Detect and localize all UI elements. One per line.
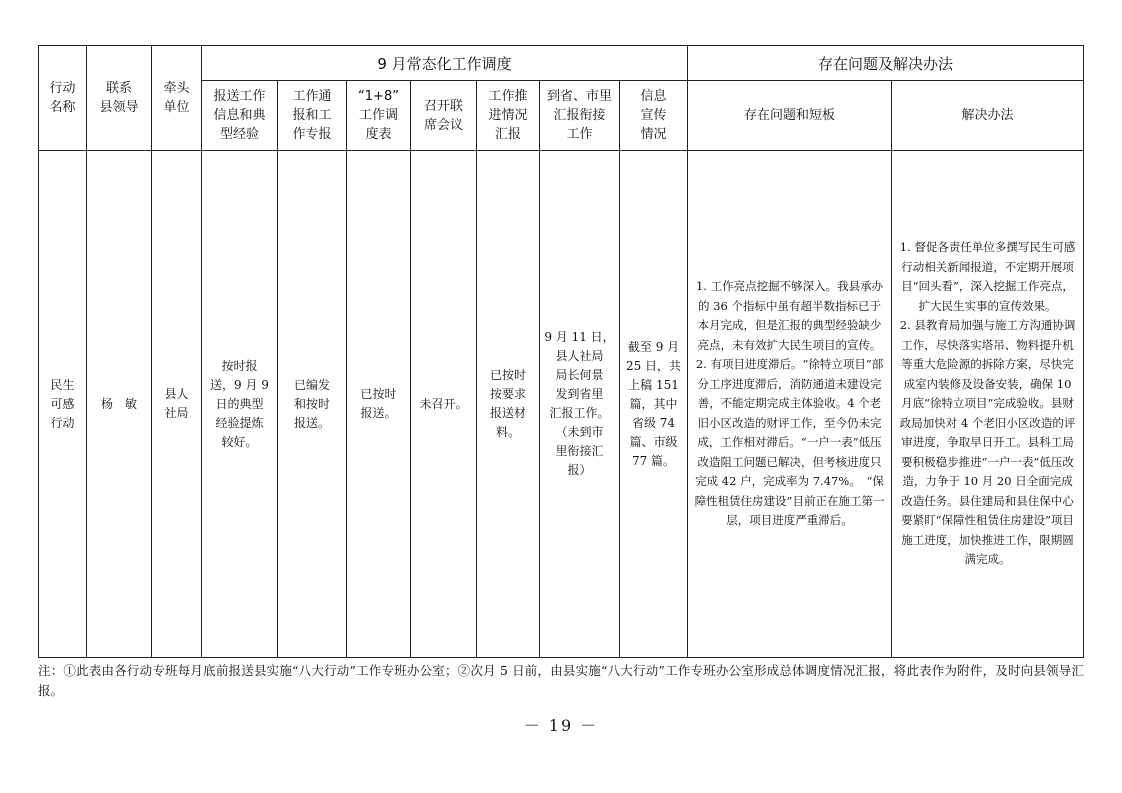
header-progress-report: 工作推 进情况 汇报 — [477, 81, 540, 151]
header-solutions: 解决办法 — [892, 81, 1084, 151]
header-lead-unit: 牵头 单位 — [152, 46, 202, 151]
cell-report-info: 按时报 送，9 月 9 日的典型 经验提炼 较好。 — [202, 151, 278, 658]
header-report-info: 报送工作 信息和典 型经验 — [202, 81, 278, 151]
header-problems: 存在问题和短板 — [688, 81, 892, 151]
cell-joint-meeting: 未召开。 — [411, 151, 477, 658]
group-header-september-dispatch: 9 月常态化工作调度 — [202, 46, 688, 81]
cell-problems: 1. 工作亮点挖掘不够深入。我县承办的 36 个指标中虽有超半数指标已于本月完成，但是汇报的典型经验缺少亮点，未有效扩大民生项目的宣传。 2. 有项目进度滞后。“徐特立项目”部分工序进度滞后，消防通道未建设完善，不能定期完成主体验收。4 个老旧小区改造的财评工作，至今仍未完成，工作相对滞后。“一户一表”低压改造阻工问题已解决，但考核进度只完成 42 户，完成率为 7.47%。 “保障性租赁住房建设”目前正在施工第一层，项目进度严重滞后。 — [688, 151, 892, 658]
header-province-city: 到省、市里 汇报衔接 工作 — [540, 81, 620, 151]
cell-lead-unit: 县人 社局 — [152, 151, 202, 658]
cell-solutions: 1. 督促各责任单位多撰写民生可感行动相关新闻报道，不定期开展项目“回头看”，深入挖掘工作亮点，扩大民生实事的宣传效果。 2. 县教育局加强与施工方沟通协调工作，尽快落实塔吊、物料提升机等重大危险源的拆除方案，尽快完成室内装修及设备安装，确保 10 月底“徐特立项目”完成验收。县财政局加快对 4 个老旧小区改造的评审进度，争取早日开工。县科工局要积极稳步推进“一户一表”低压改造，力争于 10 月 20 日全面完成改造任务。县住建局和县住保中心要紧盯“保障性租赁住房建设”项目施工进度，加快推进工作，限期圆满完成。 — [892, 151, 1084, 658]
header-joint-meeting: 召开联 席会议 — [411, 81, 477, 151]
page-number: － 19 － — [523, 716, 599, 735]
header-schedule-table: “1+8” 工作调 度表 — [347, 81, 411, 151]
cell-action-name: 民生 可感 行动 — [39, 151, 87, 658]
header-publicity: 信息 宣传 情况 — [620, 81, 688, 151]
cell-county-leader: 杨 敏 — [87, 151, 152, 658]
cell-publicity: 截至 9 月 25 日，共 上稿 151 篇，其中 省级 74 篇、市级 77 篇。 — [620, 151, 688, 658]
cell-bulletin: 已编发 和按时 报送。 — [278, 151, 347, 658]
group-header-problems-solutions: 存在问题及解决办法 — [688, 46, 1084, 81]
cell-province-city: 9 月 11 日， 县人社局 局长何景 发到省里 汇报工作。 （未到市 里衔接汇 报） — [540, 151, 620, 658]
dispatch-table — [38, 45, 1084, 658]
cell-progress-report: 已按时 按要求 报送材 料。 — [477, 151, 540, 658]
header-bulletin: 工作通 报和工 作专报 — [278, 81, 347, 151]
cell-schedule-table: 已按时 报送。 — [347, 151, 411, 658]
footnote: 注：①此表由各行动专班每月底前报送县实施“八大行动”工作专班办公室；②次月 5 日前，由县实施“八大行动”工作专班办公室形成总体调度情况汇报，将此表作为附件，及时向县领导汇报。 — [38, 663, 1084, 698]
header-action-name: 行动 名称 — [39, 46, 87, 151]
header-county-leader: 联系 县领导 — [87, 46, 152, 151]
